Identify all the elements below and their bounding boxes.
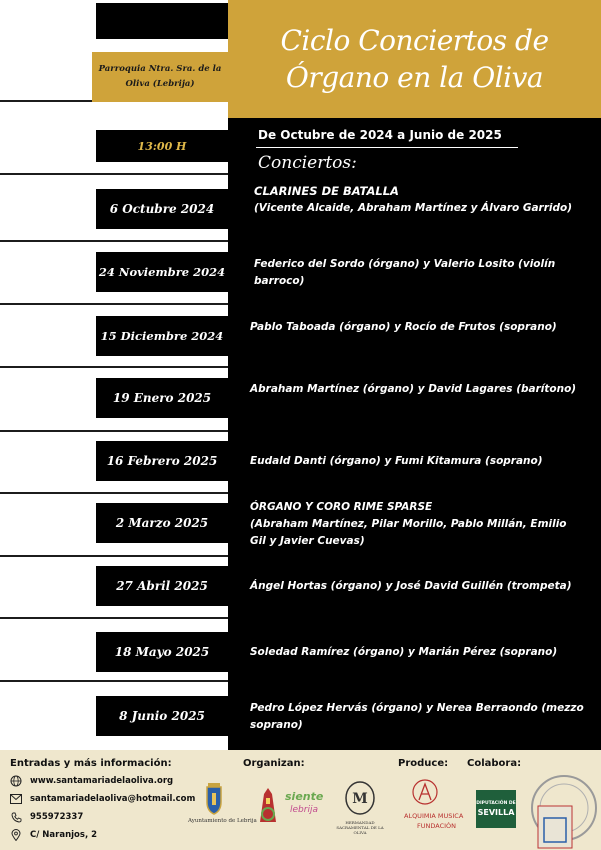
concert-performers: Federico del Sordo (órgano) y Valerio Losito (violín barroco) [254,258,556,287]
date-key [96,503,228,543]
info-heading: Entradas y más información: [10,758,172,769]
venue-line: Parroquia Ntra. Sra. de la [98,64,222,74]
website-row[interactable] [10,775,173,787]
email-row[interactable] [10,793,195,805]
concert-entry [250,578,595,595]
date-key [96,378,228,418]
key-divider [0,492,232,494]
title-line: Ciclo Conciertos de [280,24,549,57]
season-period: De Octubre de 2024 a Junio de 2025 [258,128,502,142]
concert-entry [250,700,595,734]
concert-date: 8 Junio 2025 [119,709,205,723]
key-divider [0,680,232,682]
diputacion-line2: SEVILLA [477,808,515,817]
parish-seal [528,768,598,850]
concert-date: 6 Octubre 2024 [109,202,215,216]
ayuntamiento-caption: Ayuntamiento de Lebrija [188,818,257,824]
key-divider [0,617,232,619]
page-title [280,22,548,96]
date-key [96,252,228,292]
key-divider [0,173,232,175]
date-key [96,632,228,672]
concert-time: 13:00 H [137,139,187,153]
concert-date: 16 Febrero 2025 [106,454,218,468]
concert-date: 24 Noviembre 2024 [98,265,226,279]
concert-date: 2 Marzo 2025 [115,516,209,530]
address-row [10,829,97,841]
produce-heading: Produce: [398,758,449,769]
date-key [96,189,228,229]
concert-entry [250,644,585,661]
organize-heading: Organizan: [243,758,305,769]
siente-subtext: lebrija [290,805,318,815]
location-pin-icon [10,829,22,841]
key-divider [0,366,232,368]
phone-row[interactable] [10,811,83,823]
website-link[interactable]: www.santamariadelaoliva.org [30,776,174,786]
footer [0,750,601,850]
date-key [96,316,228,356]
key-divider [0,240,232,242]
siente-text: siente [285,790,324,803]
date-key [96,696,228,736]
title-banner [228,0,601,118]
collaborate-heading: Colabora: [467,758,522,769]
concert-performers: Abraham Martínez (órgano) y David Lagares (barítono) [250,383,577,395]
key-divider [0,430,232,432]
key-divider [0,303,232,305]
concert-date: 27 Abril 2025 [116,579,208,593]
venue-box [92,52,228,102]
concert-date: 18 Mayo 2025 [114,645,210,659]
concert-entry [254,256,589,290]
email-link[interactable]: santamariadelaoliva@hotmail.com [30,794,196,804]
phone-icon [10,811,22,823]
concert-performers: Pablo Taboada (órgano) y Rocío de Frutos (soprano) [250,321,557,333]
concert-date: 19 Enero 2025 [112,391,212,405]
ayuntamiento-logo [202,782,226,820]
mail-icon [10,793,22,805]
hermandad-emblem [342,780,378,824]
date-key [96,566,228,606]
piano-keyboard [0,0,232,750]
svg-text:M: M [352,791,368,807]
diputacion-line1: DIPUTACIÓN DE [476,801,516,806]
hermandad-caption: HERMANDAD SACRAMENTAL DE LA OLIVA [336,820,384,835]
concert-performers: (Abraham Martínez, Pilar Morillo, Pablo Millán, Emilio Gil y Javier Cuevas) [250,518,567,547]
address: C/ Naranjos, 2 [30,830,98,840]
program-panel [228,118,601,750]
diputacion-logo [476,790,516,828]
period-underline [256,147,518,148]
concert-entry [250,381,585,398]
time-key [96,130,228,162]
alquimia-line1: ALQUIMIA MUSICA [404,812,464,820]
key-divider [0,555,232,557]
concert-performers: Soledad Ramírez (órgano) y Marián Pérez (soprano) [250,646,558,658]
concert-performers: Pedro López Hervás (órgano) y Nerea Berraondo (mezzo soprano) [250,702,584,731]
black-key [96,3,228,39]
alquimia-line2: FUNDACIÓN [417,822,457,830]
title-line: Órgano en la Oliva [285,61,544,94]
concert-performers: Ángel Hortas (órgano) y José David Guillén (trompeta) [250,580,572,592]
section-title: Conciertos: [258,153,357,173]
globe-icon [10,775,22,787]
concert-entry [250,319,585,336]
concert-entry [254,183,589,217]
alquimia-emblem [411,778,439,812]
concert-date: 15 Diciembre 2024 [100,329,224,343]
concert-title: CLARINES DE BATALLA [254,184,399,198]
venue-line: Oliva (Lebrija) [125,79,195,89]
concert-entry [250,499,585,550]
concert-performers: Eudald Danti (órgano) y Fumi Kitamura (soprano) [250,455,543,467]
concert-entry [250,453,585,470]
concert-performers: (Vicente Alcaide, Abraham Martínez y Álvaro Garrido) [254,202,573,214]
date-key [96,441,228,481]
phone-number[interactable]: 955972337 [30,812,84,822]
concert-title: ÓRGANO Y CORO RIME SPARSE [250,501,433,513]
